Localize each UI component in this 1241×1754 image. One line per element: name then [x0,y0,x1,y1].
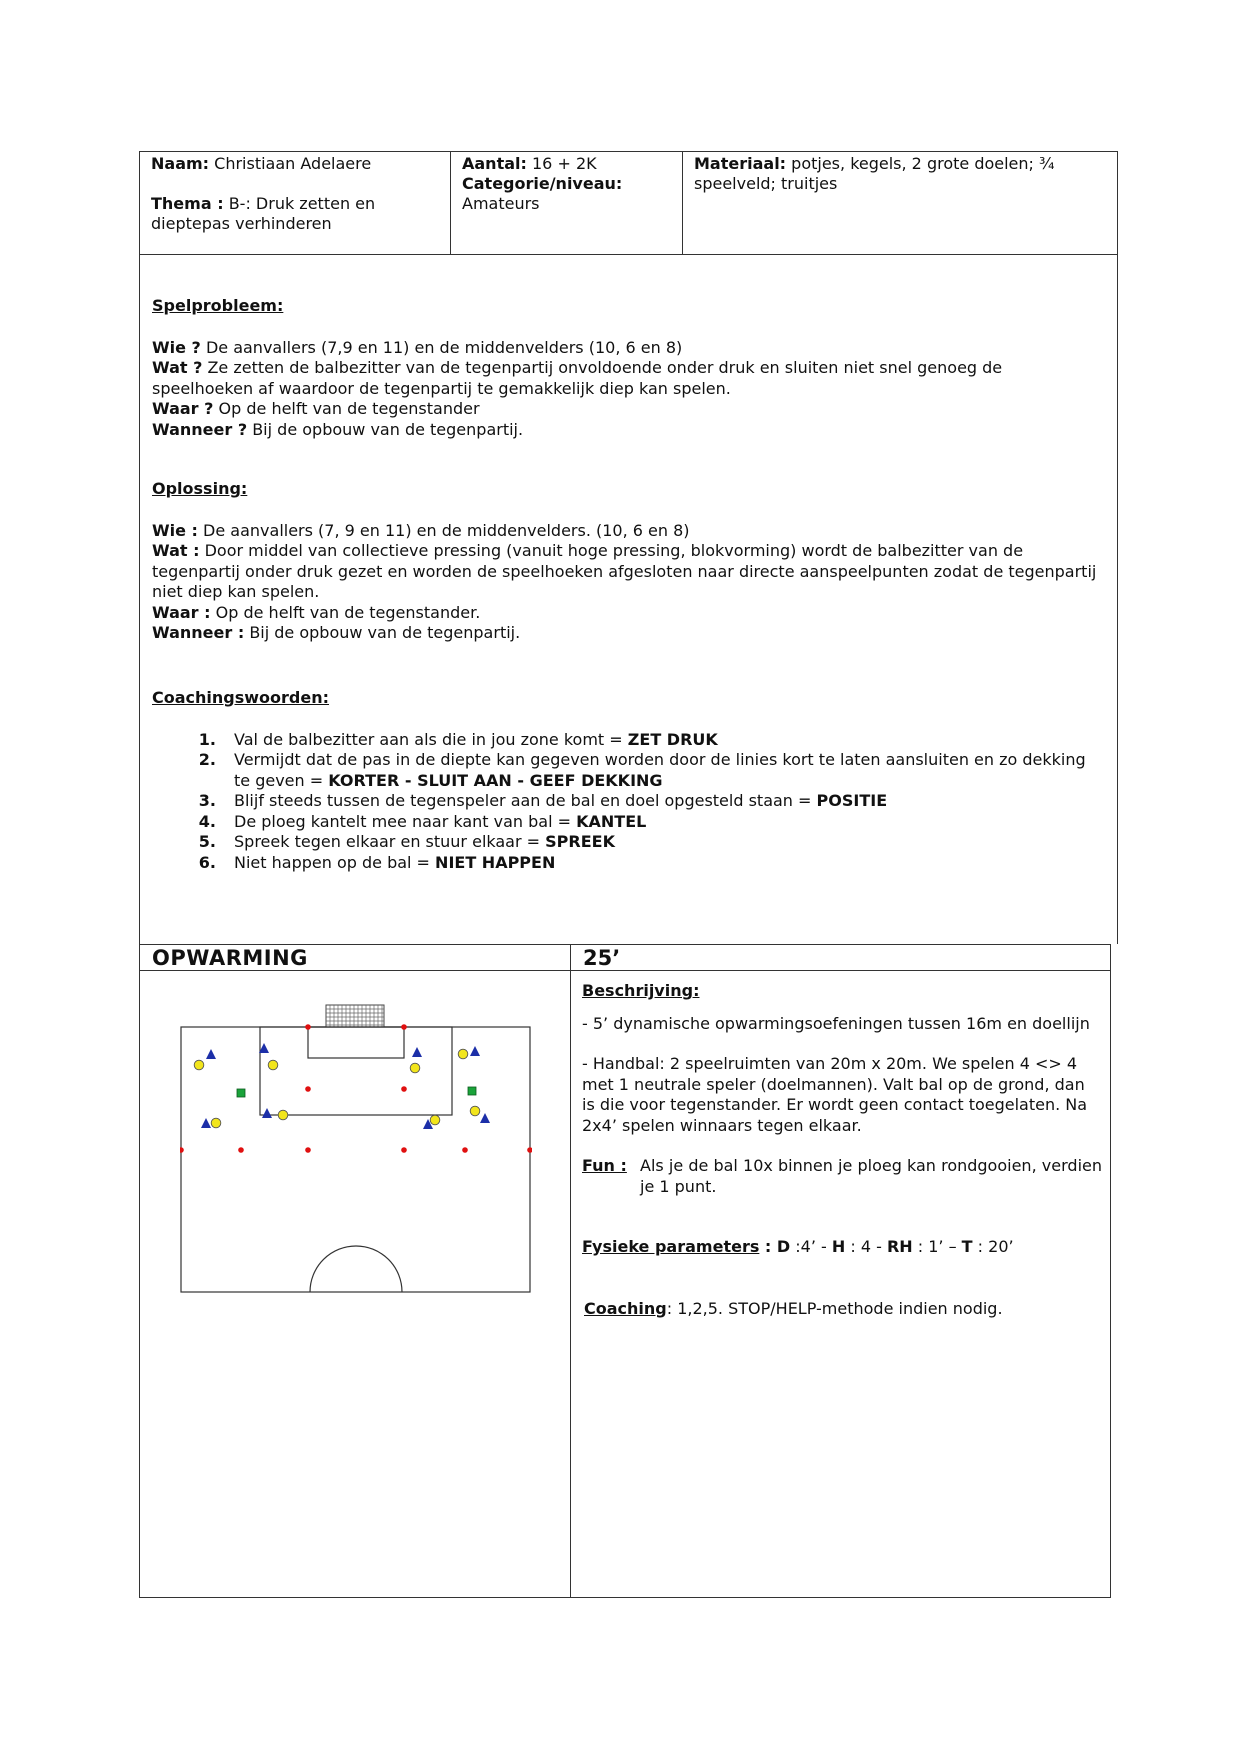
wat-text: Door middel van collectieve pressing (vanuit hoge pressing, blokvorming) wordt de balbezitter van de tegenpartij onder druk gezet en worden de speelhoeken afgesloten naar directe aanspeelpunten zodat de tegenpartij niet diep kan spelen. [152,541,1097,601]
coaching-item [184,812,1099,833]
center-circle [310,1246,402,1292]
spelprobleem-title: Spelprobleem: [152,296,284,315]
waar-label: Waar : [152,602,211,622]
naam-label: Naam: [151,154,210,173]
yellow-player-icon [211,1118,221,1128]
fysiek-d-value: :4’ - [790,1237,832,1256]
coaching-item-keyword: KORTER - SLUIT AAN - GEEF DEKKING [328,770,663,790]
field-outline [181,1027,530,1292]
header-cell-naam [140,152,451,254]
wat-label: Wat ? [152,358,203,377]
yellow-player-icon [268,1060,278,1070]
session-body [139,255,1118,944]
header-cell-materiaal [683,152,1117,254]
yellow-player-icon [194,1060,204,1070]
beschrijving-para-2: - Handbal: 2 speelruimten van 20m x 20m. We spelen 4 <> 4 met 1 neutrale speler (doelmannen). Valt bal op de grond, dan is die voor tegenstander. Er wordt geen contact toegelaten. Na 2x4’ spelen winnaars tegen elkaar. [582,1054,1088,1135]
fysiek-label: Fysieke parameters [582,1237,760,1256]
coaching-item-text: Vermijdt dat de pas in de diepte kan gegeven worden door de linies kort te laten aansluiten en zo dekking te geven = [234,750,1086,790]
cone-marker [305,1147,311,1153]
coaching-item-number: 2. [198,750,216,769]
aantal-value: 16 + 2K [532,154,597,173]
coaching-item-number: 6. [198,852,216,872]
coaching-section [152,688,1099,873]
blue-player-icon [412,1047,422,1057]
coaching-item [184,791,1099,812]
fysiek-rh-label: RH [886,1237,913,1256]
yellow-player-icon [410,1063,420,1073]
neutral-player-icon [468,1087,476,1095]
wie-label: Wie : [152,520,198,540]
beschrijving-para-1: - 5’ dynamische opwarmingsoefeningen tussen 16m en doellijn [582,1013,1090,1033]
yellow-player-icon [430,1115,440,1125]
penalty-area [260,1027,452,1115]
fysiek-row [582,1237,1102,1258]
coaching-item-text: Spreek tegen elkaar en stuur elkaar = [234,832,546,851]
cone-marker [527,1147,532,1153]
coaching-list [184,730,1099,874]
fysiek-rh-value: : 1’ – [912,1237,962,1256]
coaching-item-text: Blijf steeds tussen de tegenspeler aan de bal en doel opgesteld staan = [234,791,817,810]
coaching-title: Coachingswoorden: [152,688,330,707]
yellow-player-icon [458,1049,468,1059]
wie-label: Wie ? [152,337,201,357]
yellow-player-icon [278,1110,288,1120]
opwarming-table [139,944,1111,1598]
neutral-players [237,1087,476,1097]
goal-area [308,1027,404,1058]
coaching-item [184,832,1099,853]
fysiek-t-value: : 20’ [972,1237,1014,1256]
aantal-label: Aantal: [462,154,527,173]
wie-text: De aanvallers (7, 9 en 11) en de middenvelders. (10, 6 en 8) [203,520,690,540]
cone-marker [401,1147,407,1153]
cone-marker [401,1086,407,1092]
coaching-row [582,1299,1102,1320]
coaching-text: : 1,2,5. STOP/HELP-methode indien nodig. [666,1298,1003,1318]
blue-player-icon [480,1113,490,1123]
header-cell-aantal [451,152,683,254]
waar-text: Op de helft van de tegenstander. [215,602,481,622]
coaching-item-keyword: ZET DRUK [627,729,718,749]
wanneer-text: Bij de opbouw van de tegenpartij. [249,623,521,642]
yellow-players [194,1049,480,1128]
fysiek-t-label: T [961,1237,973,1256]
fysiek-separator: : [759,1237,777,1256]
oplossing-title: Oplossing: [152,479,248,498]
cones [180,1024,532,1153]
coaching-item-number: 5. [198,832,216,851]
materiaal-label: Materiaal: [694,154,787,173]
fysiek-d-label: D [776,1237,791,1256]
coaching-item-number: 3. [198,791,216,810]
wanneer-label: Wanneer ? [152,419,248,439]
cone-marker [305,1024,311,1030]
cone-marker [238,1147,244,1153]
oplossing-section [152,479,1099,644]
categorie-label: Categorie/niveau: [462,174,623,193]
beschrijving-title: Beschrijving: [582,981,700,1000]
fun-label: Fun : [582,1156,627,1175]
cone-marker [180,1147,184,1153]
coaching-label: Coaching [584,1298,667,1318]
coaching-item-number: 4. [198,811,216,831]
waar-label: Waar ? [152,399,214,418]
cone-marker [462,1147,468,1153]
field-diagram [180,1002,532,1302]
blue-players [201,1043,490,1129]
coaching-item-number: 1. [198,729,216,749]
wie-text: De aanvallers (7,9 en 11) en de middenvelders (10, 6 en 8) [205,337,683,357]
wanneer-text: Bij de opbouw van de tegenpartij. [252,419,524,439]
coaching-item-text: Niet happen op de bal = [234,852,436,872]
header-table [139,151,1118,255]
coaching-item-keyword: POSITIE [816,791,888,810]
fun-text: Als je de bal 10x binnen je ploeg kan rondgooien, verdien je 1 punt. [640,1156,1102,1196]
blue-player-icon [206,1049,216,1059]
coaching-item-keyword: KANTEL [576,811,647,831]
materiaal-value: potjes, kegels, 2 grote doelen; ¾ speelveld; truitjes [694,154,1055,193]
blue-player-icon [201,1118,211,1128]
opwarming-title: OPWARMING [152,946,308,970]
wanneer-label: Wanneer : [152,623,245,642]
naam-value: Christiaan Adelaere [214,154,372,173]
cone-marker [401,1024,407,1030]
categorie-value: Amateurs [462,194,540,213]
blue-player-icon [470,1046,480,1056]
blue-player-icon [262,1108,272,1118]
opwarming-description [582,981,1102,1319]
coaching-item-keyword: NIET HAPPEN [435,852,556,872]
column-divider [570,945,571,1597]
neutral-player-icon [237,1089,245,1097]
yellow-player-icon [470,1106,480,1116]
spelprobleem-section [152,296,1099,440]
wat-label: Wat : [152,541,200,560]
thema-value: B-: Druk zetten en dieptepas verhinderen [151,194,376,233]
coaching-item-keyword: SPREEK [545,832,615,851]
thema-label: Thema : [151,194,224,213]
opwarming-duration: 25’ [583,946,621,970]
waar-text: Op de helft van de tegenstander [218,399,480,418]
coaching-item [184,730,1099,751]
coaching-item [184,853,1099,874]
coaching-item-text: Val de balbezitter aan als die in jou zone komt = [234,729,628,749]
goal-net-icon [326,1005,384,1027]
fysiek-h-value: : 4 - [845,1237,887,1256]
fun-row [582,1156,1102,1197]
cone-marker [305,1086,311,1092]
coaching-item-text: De ploeg kantelt mee naar kant van bal = [234,811,577,831]
fysiek-h-label: H [831,1237,846,1256]
coaching-item [184,750,1099,791]
wat-text: Ze zetten de balbezitter van de tegenpartij onvoldoende onder druk en sluiten niet snel genoeg de speelhoeken af waardoor de tegenpartij te gemakkelijk diep kan spelen. [152,358,1003,398]
